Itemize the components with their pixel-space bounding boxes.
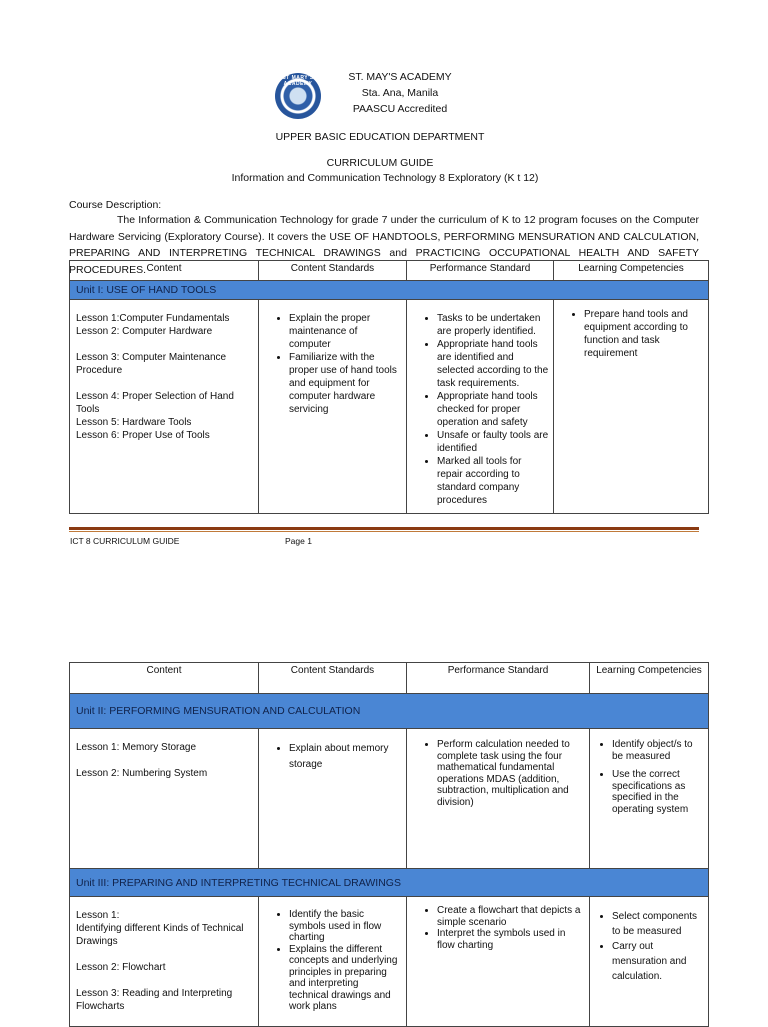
standard-item: • Explain about memory storage — [289, 741, 400, 773]
competency-item: • Select components to be measured — [612, 909, 702, 939]
competency-item: • Use the correct specifications as specified in the operating system — [612, 769, 702, 815]
column-header-performance-standard: Performance Standard — [407, 261, 554, 281]
learning-competencies-cell — [590, 897, 709, 1027]
lesson-item: Lesson 4: Proper Selection of Hand Tools — [76, 391, 234, 415]
course-description-label: Course Description: — [69, 199, 162, 211]
lesson-item: Lesson 3: Reading and Interpreting Flowcharts — [76, 988, 233, 1012]
curriculum-table-units-2-3 — [69, 662, 709, 1027]
competency-item: • Carry out mensuration and calculation. — [612, 939, 702, 984]
learning-competencies-cell — [590, 729, 709, 869]
lesson-item: Lesson 1: Memory Storage — [76, 742, 197, 753]
lesson-item: Lesson 6: Proper Use of Tools — [76, 430, 210, 441]
performance-standard-cell — [407, 897, 590, 1027]
footer-page-number: Page 1 — [285, 536, 312, 546]
performance-item: • Marked all tools for repair according to standard company procedures — [437, 455, 549, 507]
guide-title: CURRICULUM GUIDE — [326, 157, 434, 169]
standard-item: • Identify the basic symbols used in flow charting — [289, 909, 400, 944]
school-seal: ST MARY'S ACADEMY — [275, 73, 321, 119]
lesson-item: Identifying different Kinds of Technical Drawings — [76, 923, 244, 947]
competency-item: • Identify object/s to be measured — [612, 739, 702, 762]
content-cell — [70, 729, 259, 869]
subject-title: Information and Communication Technology 8 Exploratory (K t 12) — [231, 172, 539, 184]
column-header-content: Content — [70, 261, 259, 281]
lesson-item: Lesson 2: Numbering System — [76, 768, 208, 779]
standard-item: • Explain the proper maintenance of computer — [289, 312, 400, 351]
performance-item: • Appropriate hand tools checked for proper operation and safety — [437, 390, 549, 429]
school-location: Sta. Ana, Manila — [361, 87, 439, 99]
curriculum-table-unit1 — [69, 260, 709, 514]
content-standards-cell — [259, 897, 407, 1027]
content-cell — [70, 897, 259, 1027]
footer-divider-accent — [69, 531, 699, 532]
learning-competencies-cell — [554, 300, 709, 514]
column-header-performance-standard: Performance Standard — [407, 663, 590, 694]
school-header — [280, 69, 520, 117]
content-standards-cell — [259, 300, 407, 514]
school-name: ST. MAY'S ACADEMY — [348, 71, 452, 83]
content-standards-cell — [259, 729, 407, 869]
competency-item: • Prepare hand tools and equipment according to function and task requirement — [584, 308, 702, 360]
column-header-content-standards: Content Standards — [259, 663, 407, 694]
course-description: The Information & Communication Technology for grade 7 under the curriculum of K to 12 program focuses on the Computer Hardware Servicing (Exploratory Course). It covers the USE OF HANDTOOLS, PERFORMING MENSURATION AND CALCULATION, PREPARING AND INTERPRETING TECHNICAL DRAWINGS and PRACTICING OCCUPATIONAL HEALTH AND SAFETY PROCEDURES. — [69, 214, 699, 276]
unit-title: Unit III: PREPARING AND INTERPRETING TECHNICAL DRAWINGS — [70, 869, 709, 897]
unit-title: Unit I: USE OF HAND TOOLS — [70, 281, 709, 300]
lesson-item: Lesson 1:Computer Fundamentals — [76, 313, 230, 324]
department-title: UPPER BASIC EDUCATION DEPARTMENT — [275, 131, 485, 143]
column-header-content: Content — [70, 663, 259, 694]
performance-item: • Tasks to be undertaken are properly identified. — [437, 312, 549, 338]
performance-standard-cell — [407, 729, 590, 869]
performance-item: • Unsafe or faulty tools are identified — [437, 429, 549, 455]
performance-item: • Appropriate hand tools are identified and selected according to the task requirements. — [437, 338, 549, 390]
unit-title: Unit II: PERFORMING MENSURATION AND CALCULATION — [70, 694, 709, 729]
performance-item: • Perform calculation needed to complete task using the four mathematical fundamental operations MDAS (addition, subtraction, multiplication and division) — [437, 739, 583, 808]
column-header-content-standards: Content Standards — [259, 261, 407, 281]
content-cell — [70, 300, 259, 514]
performance-item: • Interpret the symbols used in flow charting — [437, 928, 583, 951]
school-accreditation: PAASCU Accredited — [352, 103, 448, 115]
standard-item: • Familiarize with the proper use of hand tools and equipment for computer hardware servicing — [289, 351, 400, 416]
performance-standard-cell — [407, 300, 554, 514]
lesson-item: Lesson 2: Computer Hardware — [76, 326, 213, 337]
column-header-learning-competencies: Learning Competencies — [554, 261, 709, 281]
lesson-item: Lesson 2: Flowchart — [76, 962, 166, 973]
lesson-item: Lesson 3: Computer Maintenance Procedure — [76, 352, 227, 376]
footer-guide-name: ICT 8 CURRICULUM GUIDE — [70, 536, 180, 546]
column-header-learning-competencies: Learning Competencies — [590, 663, 709, 694]
lesson-item: Lesson 1: — [76, 910, 120, 921]
footer-divider — [69, 527, 699, 530]
standard-item: • Explains the different concepts and underlying principles in preparing and interpreting technical drawings and work plans — [289, 944, 400, 1013]
lesson-item: Lesson 5: Hardware Tools — [76, 417, 192, 428]
performance-item: • Create a flowchart that depicts a simple scenario — [437, 905, 583, 928]
